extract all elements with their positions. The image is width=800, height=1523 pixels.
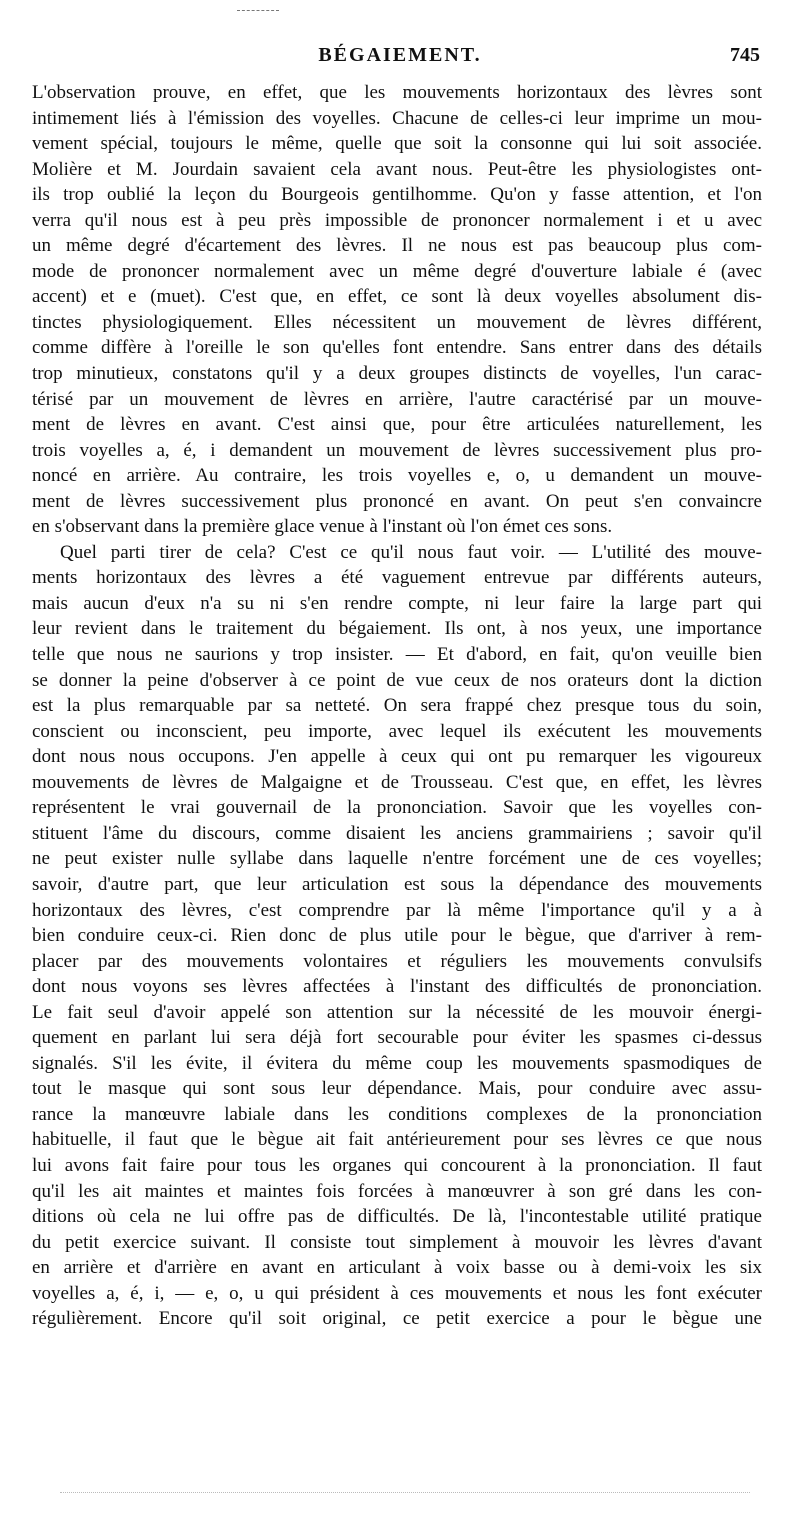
text-line: comme diffère à l'oreille le son qu'elles font entendre. Sans entrer dans des détails: [32, 337, 762, 359]
bottom-rule: [60, 1492, 750, 1493]
text-line: lui avons fait faire pour tous les organes qui concourent à la prononciation. Il faut: [32, 1154, 762, 1176]
text-line: ils trop oublié la leçon du Bourgeois gentilhomme. Qu'on y fasse attention, et l'on: [32, 184, 762, 206]
text-line: L'observation prouve, en effet, que les mouvements horizontaux des lèvres sont: [32, 82, 762, 103]
text-line: telle que nous ne saurions y trop insister. — Et d'abord, en fait, qu'on veuille bien: [32, 644, 762, 666]
running-head: [0, 44, 800, 72]
text-line: mais aucun d'eux n'a su ni s'en rendre compte, ni leur faire la large part qui: [32, 592, 762, 614]
text-line: dont nous voyons ses lèvres affectées à l'instant des difficultés de prononciation.: [32, 976, 762, 998]
text-line: se donner la peine d'observer à ce point de vue ceux de nos orateurs dont la diction: [32, 669, 762, 691]
text-line: ne peut exister nulle syllabe dans laquelle n'entre forcément une de ces voyelles;: [32, 848, 762, 870]
text-line: intimement liés à l'émission des voyelles. Chacune de celles-ci leur imprime un mou-: [32, 107, 762, 129]
text-line: qu'il les ait maintes et maintes fois forcées à manœuvrer à son gré dans les con-: [32, 1180, 762, 1202]
text-line: leur revient dans le traitement du bégaiement. Ils ont, à nos yeux, une importance: [32, 618, 762, 640]
text-line: habituelle, il faut que le bègue ait fait antérieurement pour ses lèvres ce que nous: [32, 1129, 762, 1151]
text-line: horizontaux des lèvres, c'est comprendre par là même l'importance qu'il y a à: [32, 899, 762, 921]
text-line: vement spécial, toujours le même, quelle que soit la consonne qui lui soit associée.: [32, 133, 762, 155]
text-line: ditions où cela ne lui offre pas de difficultés. De là, l'incontestable utilité pratique: [32, 1206, 762, 1228]
text-line: savoir, d'autre part, que leur articulation est sous la dépendance des mouvements: [32, 873, 762, 895]
text-line: noncé en arrière. Au contraire, les trois voyelles e, o, u demandent un mouve-: [32, 465, 762, 487]
text-line: tout le masque qui sont sous leur dépendance. Mais, pour conduire avec assu-: [32, 1078, 762, 1100]
text-line: dont nous nous occupons. J'en appelle à ceux qui ont pu remarquer les vigoureux: [32, 746, 762, 768]
text-line: un même degré d'écartement des lèvres. Il ne nous est pas beaucoup plus com-: [32, 235, 762, 257]
text-line: représentent le vrai gouvernail de la prononciation. Savoir que les voyelles con-: [32, 797, 762, 819]
text-line: mode de prononcer normalement avec un même degré d'ouverture labiale é (avec: [32, 260, 762, 282]
text-line: verra qu'il nous est à peu près impossible de prononcer normalement i et u avec: [32, 209, 762, 231]
body-text: [32, 80, 762, 1332]
top-rule: [237, 10, 279, 11]
text-line: quement en parlant lui sera déjà fort secourable pour éviter les spasmes ci-dessus: [32, 1027, 762, 1049]
text-line: voyelles a, é, i, — e, o, u qui président à ces mouvements et nous les font exécuter: [32, 1282, 762, 1304]
text-line: Quel parti tirer de cela? C'est ce qu'il nous faut voir. — L'utilité des mouve-: [60, 541, 762, 563]
text-line: régulièrement. Encore qu'il soit original, ce petit exercice a pour le bègue une: [32, 1308, 762, 1330]
text-line: placer par des mouvements volontaires et réguliers les mouvements convulsifs: [32, 950, 762, 972]
text-line: est la plus remarquable par sa netteté. On sera frappé chez presque tous du soin,: [32, 695, 762, 717]
text-line: en s'observant dans la première glace venue à l'instant où l'on émet ces sons.: [32, 516, 613, 538]
text-line: Le fait seul d'avoir appelé son attention sur la nécessité de les mouvoir énergi-: [32, 1001, 762, 1023]
text-line: ment de lèvres successivement plus prononcé en avant. On peut s'en convaincre: [32, 490, 762, 512]
text-line: signalés. S'il les évite, il évitera du même coup les mouvements spasmodiques de: [32, 1052, 762, 1074]
text-line: trois voyelles a, é, i demandent un mouvement de lèvres successivement plus pro-: [32, 439, 762, 461]
text-line: tinctes physiologiquement. Elles nécessitent un mouvement de lèvres différent,: [32, 311, 762, 333]
text-line: térisé par un mouvement de lèvres en arrière, l'autre caractérisé par un mouve-: [32, 388, 762, 410]
page-number: 745: [730, 44, 760, 66]
text-line: accent) et e (muet). C'est que, en effet, ce sont là deux voyelles absolument dis-: [32, 286, 762, 308]
text-line: du petit exercice suivant. Il consiste tout simplement à mouvoir les lèvres d'avant: [32, 1231, 762, 1253]
text-line: bien conduire ceux-ci. Rien donc de plus utile pour le bègue, que d'arriver à rem-: [32, 925, 762, 947]
text-line: rance la manœuvre labiale dans les conditions complexes de la prononciation: [32, 1103, 762, 1125]
text-line: ments horizontaux des lèvres a été vaguement entrevue par différents auteurs,: [32, 567, 762, 589]
text-line: en arrière et d'arrière en avant en articulant à voix basse ou à demi-voix les six: [32, 1257, 762, 1279]
text-line: ment de lèvres en avant. C'est ainsi que, pour être articulées naturellement, les: [32, 414, 762, 436]
running-title: BÉGAIEMENT.: [318, 44, 482, 66]
text-line: conscient ou inconscient, peu importe, avec lequel ils exécutent les mouvements: [32, 720, 762, 742]
text-line: Molière et M. Jourdain savaient cela avant nous. Peut-être les physiologistes ont-: [32, 158, 762, 180]
text-line: mouvements de lèvres de Malgaigne et de Trousseau. C'est que, en effet, les lèvres: [32, 771, 762, 793]
text-line: stituent l'âme du discours, comme disaient les anciens grammairiens ; savoir qu'il: [32, 822, 762, 844]
text-line: trop minutieux, constatons qu'il y a deux groupes distincts de voyelles, l'un carac-: [32, 363, 762, 385]
